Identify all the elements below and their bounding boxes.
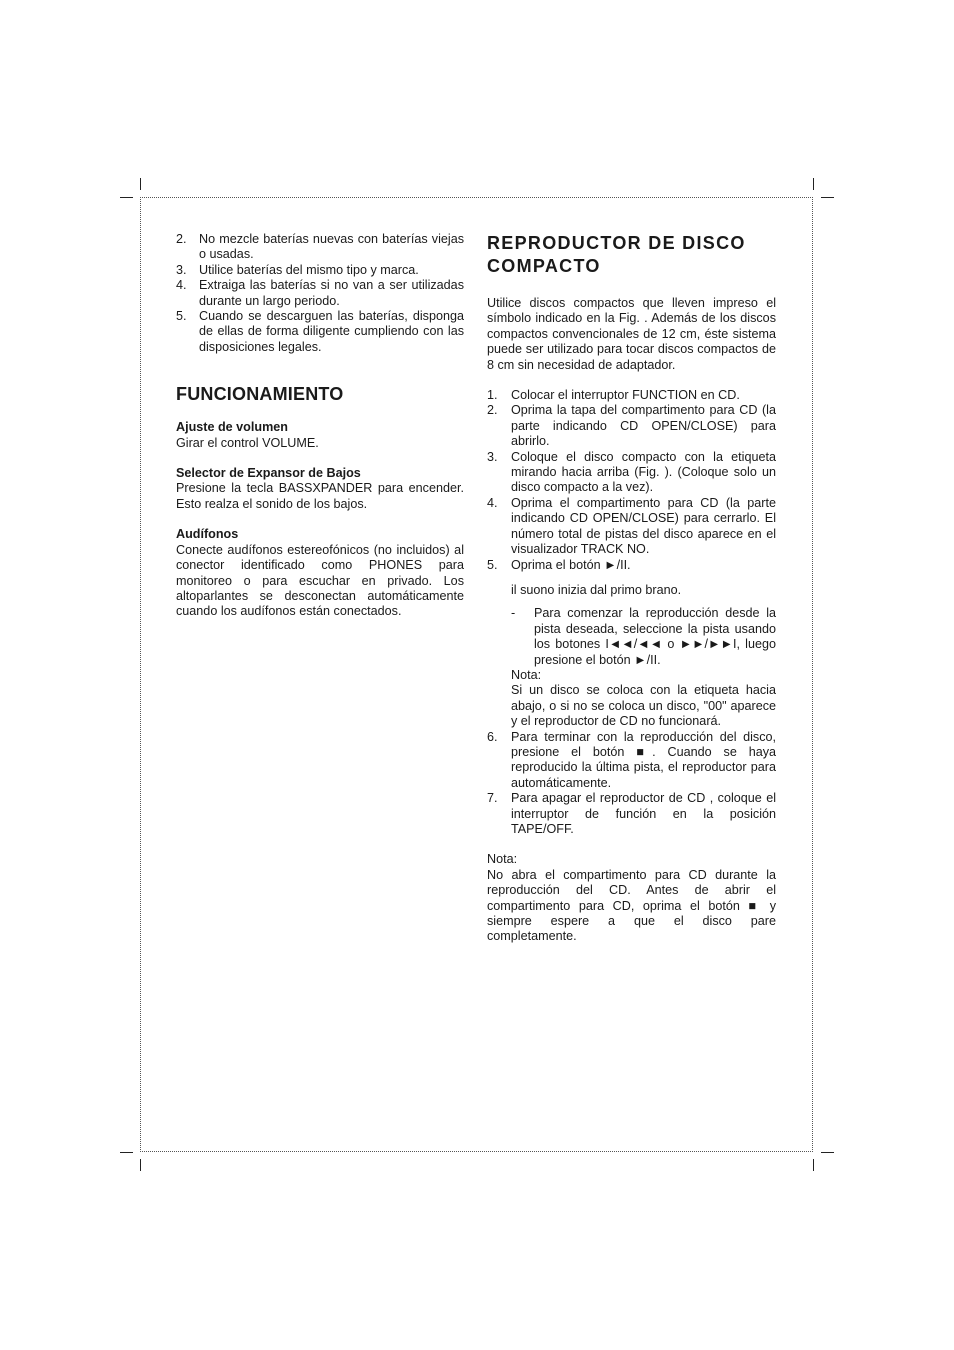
- headphones-heading: Audífonos: [176, 527, 239, 542]
- list-item: 3. Coloque el disco compacto con la etiqueta mirando hacia arriba (Fig. ). (Coloque solo un disco compacto a la vez).: [487, 449, 776, 495]
- italian-note-line: il suono inizia dal primo brano.: [511, 582, 682, 597]
- section-title-cd-player-line2: COMPACTO: [487, 256, 601, 276]
- final-nota-text: No abra el compartimento para CD durante la reproducción del CD. Antes de abrir el compartimento para CD, oprima el botón ■ y siempre espere a que el disco pare completamente.: [487, 867, 776, 944]
- list-item: 7. Para apagar el reproductor de CD , coloque el interruptor de función en la posición TAPE/OFF.: [487, 791, 776, 836]
- right-column: [487, 232, 776, 945]
- nota-block: [487, 668, 776, 730]
- left-column: [176, 232, 464, 620]
- headphones-text: Conecte audífonos estereofónicos (no incluidos) al conector identificado como PHONES para monitoreo o para escuchar en privado. Los altoparlantes se desconectan automáticamente cuando los audífonos están conectados.: [176, 542, 464, 619]
- crop-mark-bl-h: [120, 1152, 133, 1153]
- list-item: 1. Colocar el interruptor FUNCTION en CD.: [487, 388, 740, 403]
- list-item: 2. No mezcle baterías nuevas con baterías viejas o usadas.: [176, 232, 464, 262]
- crop-mark-br-v: [813, 1159, 814, 1171]
- cd-steps-list-continued: [487, 730, 776, 838]
- list-item: 3. Utilice baterías del mismo tipo y marca.: [176, 262, 419, 277]
- list-item: 5. Oprima el botón ►/II.: [487, 557, 631, 572]
- dash-item: - Para comenzar la reproducción desde la pista deseada, seleccione la pista usando los botones I◄◄/◄◄ o ►►/►►I, luego presione el botón ►/II.: [511, 606, 776, 667]
- crop-mark-tr-v: [813, 178, 814, 190]
- volume-heading: Ajuste de volumen: [176, 420, 288, 435]
- crop-mark-br-h: [821, 1152, 834, 1153]
- battery-list: [176, 232, 464, 355]
- list-item: 5. Cuando se descarguen las baterías, disponga de ellas de forma diligente cumpliendo con las disposiciones legales.: [176, 309, 464, 354]
- nota-label: Nota:: [511, 667, 542, 682]
- list-item: 4. Extraiga las baterías si no van a ser utilizadas durante un largo periodo.: [176, 278, 464, 308]
- list-item: 2. Oprima la tapa del compartimento para CD (la parte indicando CD OPEN/CLOSE) para abrirlo.: [487, 403, 776, 449]
- cd-intro-text: Utilice discos compactos que lleven impreso el símbolo indicado en la Fig. . Además de los discos compactos convencionales de 12 cm, éste sistema puede ser utilizado para tocar discos compactos de 8 cm sin necesidad de adaptador.: [487, 296, 776, 372]
- list-item: 6. Para terminar con la reproducción del disco, presione el botón ■. Cuando se haya reproducido la última pista, el reproductor para automáticamente.: [487, 729, 776, 790]
- crop-mark-bl-v: [140, 1159, 141, 1171]
- volume-text: Girar el control VOLUME.: [176, 435, 319, 450]
- list-item: 4. Oprima el compartimento para CD (la parte indicando CD OPEN/CLOSE) para cerrarlo. El número total de pistas del disco aparece en el visualizador TRACK NO.: [487, 495, 776, 557]
- final-nota-label: Nota:: [487, 852, 518, 867]
- nota-text: Si un disco se coloca con la etiqueta hacia abajo, o si no se coloca un disco, "00" aparece y el reproductor de CD no funcionará.: [511, 683, 776, 729]
- crop-mark-tl-v: [140, 178, 141, 190]
- cd-steps-list: [487, 388, 776, 573]
- dash-marker: -: [511, 606, 516, 621]
- crop-mark-tl-h: [120, 197, 133, 198]
- dash-note-block: [487, 606, 776, 668]
- bass-text: Presione la tecla BASSXPANDER para encender. Esto realza el sonido de los bajos.: [176, 481, 464, 511]
- section-title-cd-player: REPRODUCTOR DE DISCO: [487, 233, 746, 253]
- bass-heading: Selector de Expansor de Bajos: [176, 466, 361, 481]
- section-title-funcionamiento: FUNCIONAMIENTO: [176, 384, 344, 405]
- crop-mark-tr-h: [821, 197, 834, 198]
